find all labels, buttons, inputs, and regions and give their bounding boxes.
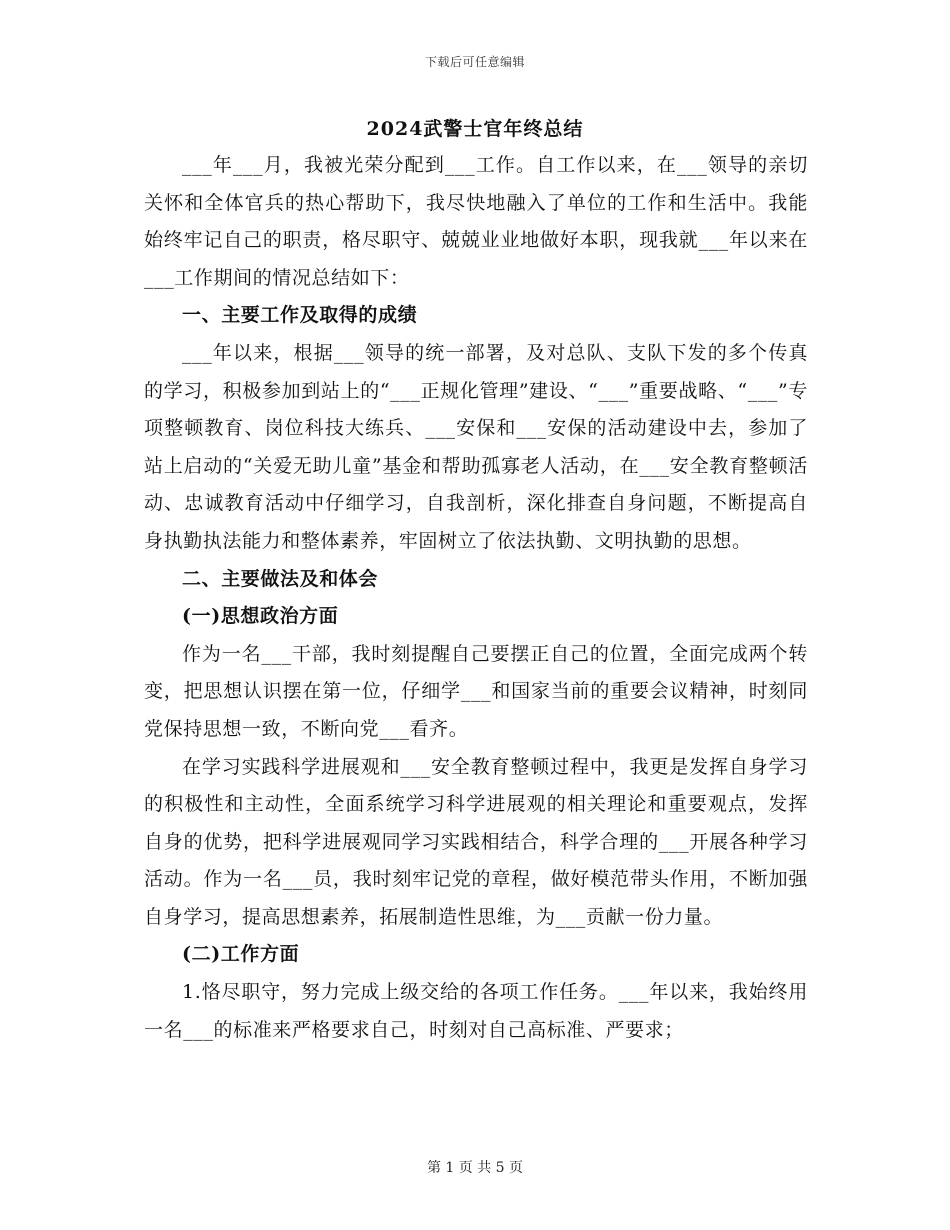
work-paragraph-1: 1.恪尽职守，努力完成上级交给的各项工作任务。___年以来，我始终用一名___的标准来严格要求自己，时刻对自己高标准、严要求； <box>144 981 808 1041</box>
subsection-heading-ideology: (一)思想政治方面 <box>182 605 339 628</box>
document-title: 2024武警士官年终总结 <box>366 118 584 140</box>
achievements-paragraph: ___年以来，根据___领导的统一部署，及对总队、支队下发的多个传真的学习，积极参加到站上的“___正规化管理”建设、“___”重要战略、“___”专项整顿教育、岗位科技大练兵、___安保和___安保的活动建设中去，参加了站上启动的“关爱无助儿童”基金和帮助孤寡老人活动，在___安全教育整顿活动、忠诚教育活动中仔细学习，自我剖析，深化排查自身问题，不断提高自身执勤执法能力和整体素养，牢固树立了依法执勤、文明执勤的思想。 <box>144 341 808 552</box>
ideology-paragraph-1: 作为一名___干部，我时刻提醒自己要摆正自己的位置，全面完成两个转变，把思想认识摆在第一位，仔细学___和国家当前的重要会议精神，时刻同党保持思想一致，不断向党___看齐。 <box>144 642 808 740</box>
subsection-heading-work: (二)工作方面 <box>182 943 300 966</box>
document-body <box>144 147 808 1049</box>
section-heading-methods: 二、主要做法及和体会 <box>182 567 379 590</box>
page-header-note: 下载后可任意编辑 <box>424 55 525 69</box>
ideology-paragraph-2: 在学习实践科学进展观和___安全教育整顿过程中，我更是发挥自身学习的积极性和主动性，全面系统学习科学进展观的相关理论和重要观点，发挥自身的优势，把科学进展观同学习实践相结合，科学合理的___开展各种学习活动。作为一名___员，我时刻牢记党的章程，做好模范带头作用，不断加强自身学习，提高思想素养，拓展制造性思维，为___贡献一份力量。 <box>144 755 808 928</box>
intro-paragraph: ___年___月，我被光荣分配到___工作。自工作以来，在___领导的亲切关怀和全体官兵的热心帮助下，我尽快地融入了单位的工作和生活中。我能始终牢记自己的职责，格尽职守、兢兢业业地做好本职，现我就___年以来在___工作期间的情况总结如下： <box>144 154 808 289</box>
section-heading-achievements: 一、主要工作及取得的成绩 <box>182 304 418 327</box>
page-number-footer: 第 1 页 共 5 页 <box>426 1160 524 1176</box>
